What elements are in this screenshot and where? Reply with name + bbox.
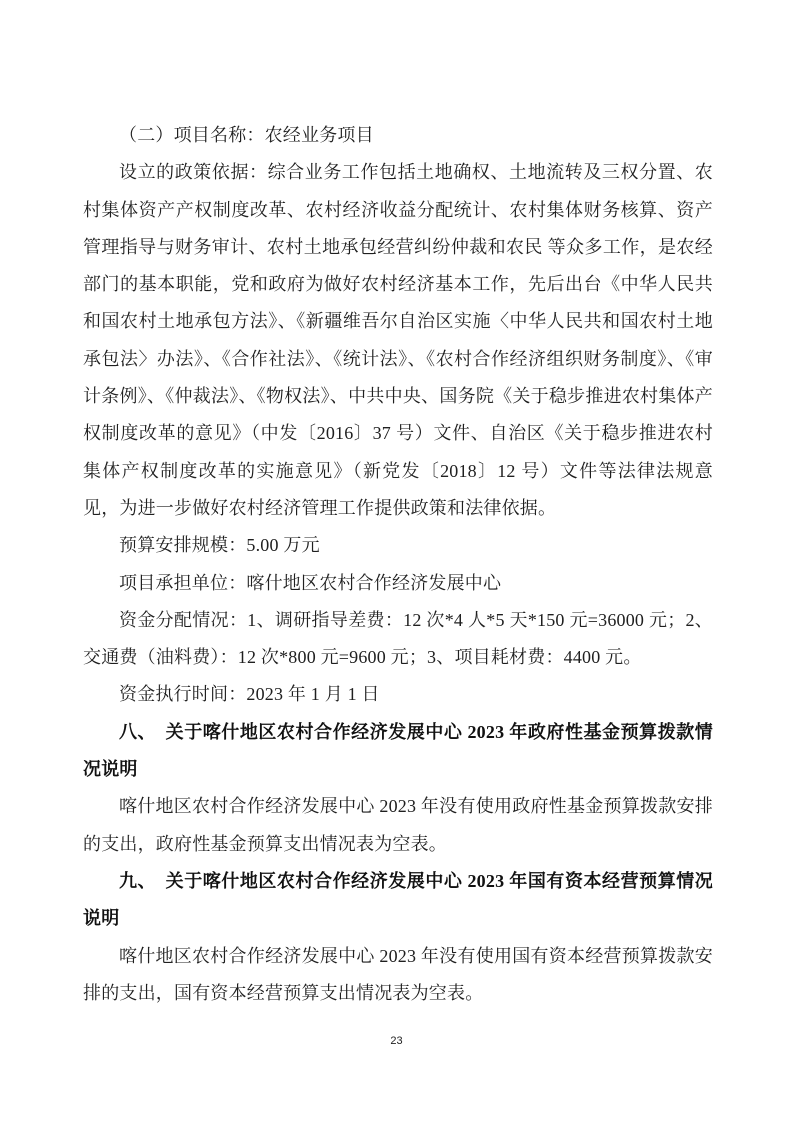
- document-body: [83, 117, 713, 1012]
- heading-section-8: 八、 关于喀什地区农村合作经济发展中心 2023 年政府性基金预算拨款情况说明: [83, 721, 713, 780]
- paragraph-budget-scale: 预算安排规模：5.00 万元: [119, 535, 320, 556]
- paragraph-undertaking-unit: 项目承担单位：喀什地区农村合作经济发展中心: [119, 572, 502, 593]
- page-number: 23: [390, 1035, 403, 1047]
- paragraph-policy-basis: 设立的政策依据：综合业务工作包括土地确权、土地流转及三权分置、农村集体资产产权制度改革、农村经济收益分配统计、农村集体财务核算、资产管理指导与财务审计、农村土地承包经营纠纷仲裁和农民 等众多工作，是农经部门的基本职能，党和政府为做好农村经济基本工作，先后出台《中华人民共和国农村土地承包方法》、《新疆维吾尔自治区实施〈中华人民共和国农村土地承包法〉办法》、《合作社法》、《统计法》、《农村合作经济组织财务制度》、《审计条例》、《仲裁法》、《物权法》、中共中央、国务院《关于稳步推进农村集体产权制度改革的意见》（中发〔2016〕37 号）文件、自治区《关于稳步推进农村集体产权制度改革的实施意见》（新党发〔2018〕12 号）文件等法律法规意见，为进一步做好农村经济管理工作提供政策和法律依据。: [83, 162, 713, 518]
- paragraph-project-name: （二）项目名称：农经业务项目: [119, 125, 374, 145]
- paragraph-section-8-body: 喀什地区农村合作经济发展中心 2023 年没有使用政府性基金预算拨款安排的支出，政府性基金预算支出情况表为空表。: [83, 796, 713, 854]
- paragraph-fund-allocation: 资金分配情况：1、调研指导差费：12 次*4 人*5 天*150 元=36000 元；2、交通费（油料费）：12 次*800 元=9600 元；3、项目耗材费：4400 元。: [83, 609, 713, 668]
- page-footer: [0, 1031, 793, 1049]
- paragraph-section-9-body: 喀什地区农村合作经济发展中心 2023 年没有使用国有资本经营预算拨款安排的支出，国有资本经营预算支出情况表为空表。: [83, 945, 713, 1003]
- heading-section-9: 九、 关于喀什地区农村合作经济发展中心 2023 年国有资本经营预算情况说明: [83, 870, 713, 929]
- paragraph-execution-time: 资金执行时间：2023 年 1 月 1 日: [119, 684, 380, 705]
